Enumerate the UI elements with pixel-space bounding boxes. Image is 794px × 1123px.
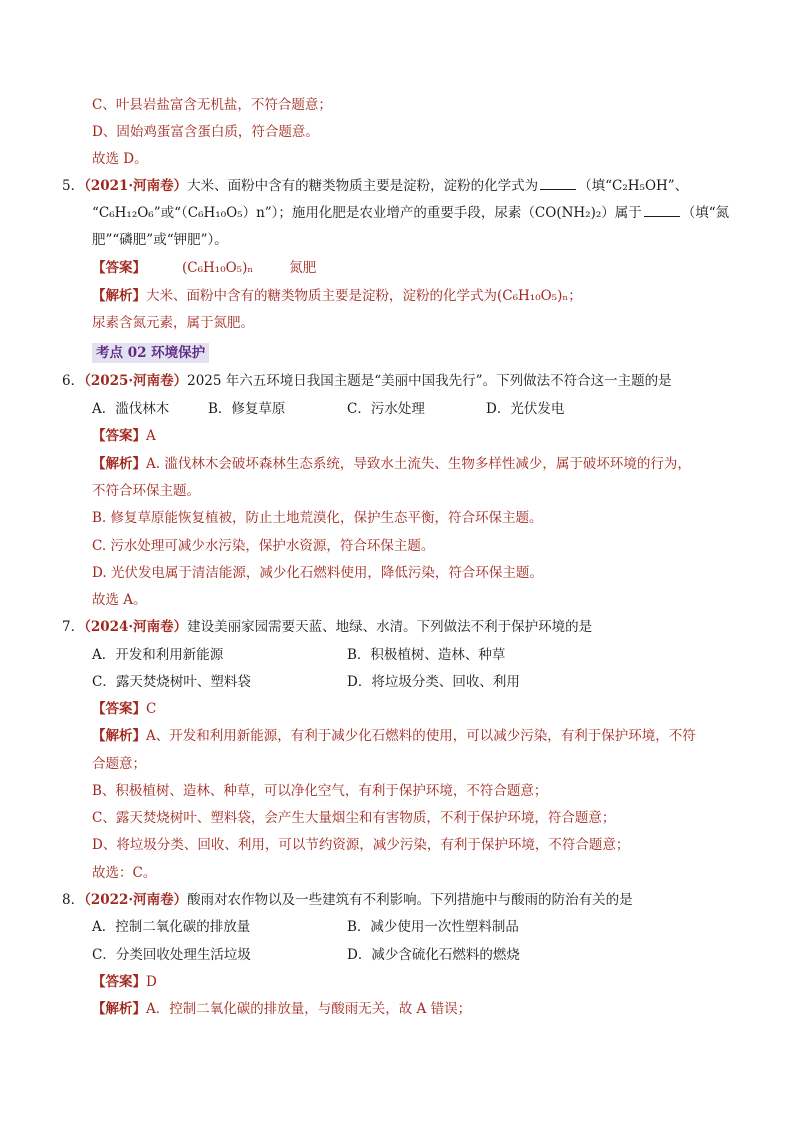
q6-analysis-label: 【解析】 (92, 456, 146, 472)
q5-stem-line3: 肥”“磷肥”或“钾肥”）。 (92, 232, 228, 248)
q6-analysis-1: A. 滥伐林木会破坏森林生态系统，导致水土流失、生物多样性减少，属于破坏环境的行为， (146, 456, 691, 472)
q5-blank-1 (540, 177, 576, 190)
q4-option-d-analysis: D、固始鸡蛋富含蛋白质，符合题意。 (92, 124, 319, 140)
q6-option-c: C．污水处理 (347, 401, 425, 417)
q6-option-a: A．滥伐林木 (92, 401, 170, 417)
q5-number: 5． (62, 178, 85, 194)
q5-analysis-label: 【解析】 (92, 288, 146, 304)
q6-analysis-d: D. 光伏发电属于清洁能源，减少化石燃料使用，降低污染，符合环保主题。 (92, 565, 543, 581)
q8-analysis-line1 (92, 1000, 471, 1018)
q8-source: （2022·河南卷） (84, 892, 188, 908)
q6-stem-text: 2025 年六五环境日我国主题是“美丽中国我先行”。下列做法不符合这一主题的是 (187, 373, 672, 389)
q8-option-a: A．控制二氧化碳的排放量 (92, 919, 251, 935)
q8-answer (92, 973, 157, 991)
q5-stem-1a: 大米、面粉中含有的糖类物质主要是淀粉，淀粉的化学式为 (187, 178, 539, 194)
q7-stem (62, 618, 592, 636)
q7-option-a: A．开发和利用新能源 (92, 647, 224, 663)
q5-analysis-line2: 尿素含氮元素，属于氮肥。 (92, 315, 254, 331)
q6-analysis-line2: 不符合环保主题。 (92, 483, 200, 499)
q5-answer-2: 氮肥 (289, 260, 317, 276)
q5-stem-1b: （填“C₂H₅OH”、 (578, 178, 689, 194)
q6-analysis-c: C. 污水处理可减少水污染，保护水资源，符合环保主题。 (92, 538, 435, 554)
q5-analysis-line1 (92, 287, 582, 305)
q6-answer-value: A (146, 428, 156, 444)
q7-analysis-line2: 合题意； (92, 756, 146, 772)
q5-stem-2a: “C₆H₁₂O₆”或“（C₆H₁₀O₅）n”）；施用化肥是农业增产的重要手段，尿素（CO(NH₂)₂）属于 (92, 205, 642, 221)
q5-answer-label: 【答案】 (92, 260, 146, 276)
q8-stem (62, 891, 633, 909)
q5-source: （2021·河南卷） (84, 178, 188, 194)
q4-choose: 故选 D。 (92, 151, 148, 167)
q5-stem-line2 (92, 204, 729, 222)
q7-answer (92, 700, 156, 718)
q6-answer (92, 427, 156, 445)
q5-answer (92, 259, 316, 277)
q8-option-c: C．分类回收处理生活垃圾 (92, 947, 251, 963)
q6-stem (62, 372, 672, 390)
q5-answer-1: (C₆H₁₀O₅)ₙ (182, 260, 254, 276)
q8-analysis-1: A．控制二氧化碳的排放量，与酸雨无关，故 A 错误； (146, 1001, 472, 1017)
q6-answer-label: 【答案】 (92, 428, 146, 444)
q8-answer-label: 【答案】 (92, 974, 146, 990)
q7-number: 7． (62, 619, 85, 635)
q6-option-d: D．光伏发电 (486, 401, 565, 417)
q7-choose: 故选：C。 (92, 865, 157, 881)
q7-analysis-c: C、露天焚烧树叶、塑料袋，会产生大量烟尘和有害物质，不利于保护环境，符合题意； (92, 810, 616, 826)
q7-analysis-line1 (92, 727, 696, 745)
q8-stem-text: 酸雨对农作物以及一些建筑有不利影响。下列措施中与酸雨的防治有关的是 (187, 892, 633, 908)
q8-number: 8． (62, 892, 85, 908)
q8-option-b: B．减少使用一次性塑料制品 (347, 919, 519, 935)
q6-number: 6． (62, 373, 85, 389)
q8-option-d: D．减少含硫化石燃料的燃烧 (347, 947, 520, 963)
q8-answer-value: D (146, 974, 157, 990)
q7-analysis-b: B、积极植树、造林、种草，可以净化空气，有利于保护环境，不符合题意； (92, 783, 548, 799)
q6-analysis-line1 (92, 455, 691, 473)
q5-stem-line1 (62, 177, 688, 195)
q7-option-d: D．将垃圾分类、回收、利用 (347, 674, 520, 690)
section-heading: 考点 02 环境保护 (92, 343, 209, 363)
q6-option-b: B．修复草原 (208, 401, 286, 417)
q7-source: （2024·河南卷） (84, 619, 188, 635)
q7-stem-text: 建设美丽家园需要天蓝、地绿、水清。下列做法不利于保护环境的是 (187, 619, 593, 635)
q7-answer-value: C (146, 701, 157, 717)
q4-option-c-analysis: C、叶县岩盐富含无机盐，不符合题意； (92, 97, 332, 113)
q7-analysis-d: D、将垃圾分类、回收、利用，可以节约资源，减少污染，有利于保护环境，不符合题意； (92, 837, 630, 853)
q5-stem-2b: （填“氮 (681, 205, 730, 221)
q6-source: （2025·河南卷） (84, 373, 188, 389)
q7-answer-label: 【答案】 (92, 701, 146, 717)
q6-choose: 故选 A。 (92, 592, 147, 608)
q5-blank-2 (644, 204, 680, 217)
q6-analysis-b: B. 修复草原能恢复植被，防止土地荒漠化，保护生态平衡，符合环保主题。 (92, 510, 543, 526)
q7-option-b: B．积极植树、造林、种草 (347, 647, 506, 663)
q5-analysis-1: 大米、面粉中含有的糖类物质主要是淀粉，淀粉的化学式为(C₆H₁₀O₅)ₙ； (146, 288, 582, 304)
q7-analysis-1: A、开发和利用新能源，有利于减少化石燃料的使用，可以减少污染，有利于保护环境，不符 (146, 728, 696, 744)
q8-analysis-label: 【解析】 (92, 1001, 146, 1017)
q7-analysis-label: 【解析】 (92, 728, 146, 744)
q7-option-c: C．露天焚烧树叶、塑料袋 (92, 674, 251, 690)
